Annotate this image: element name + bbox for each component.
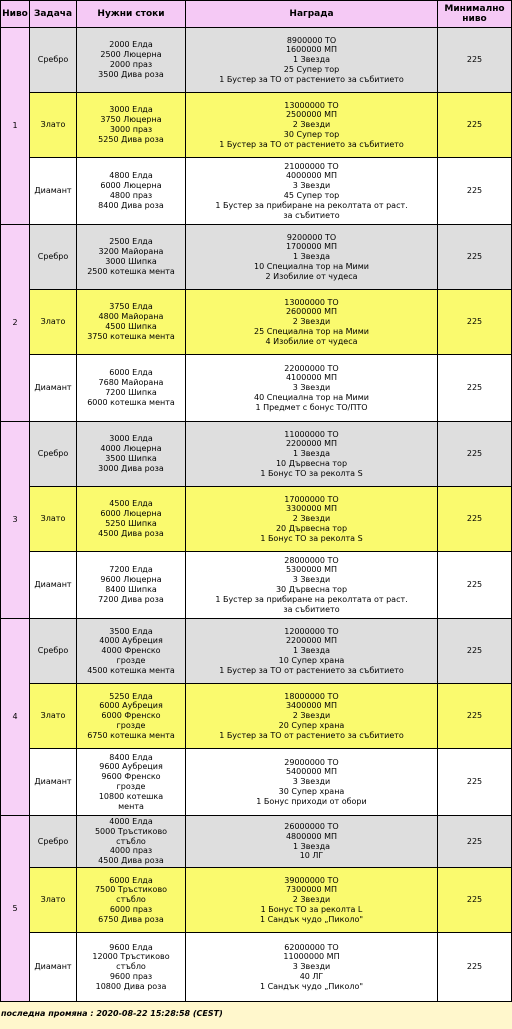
reward-cell — [186, 225, 438, 290]
min-level-cell: 225 — [438, 933, 512, 1002]
task-cell: Злато — [30, 868, 77, 933]
reward-line: 1700000 МП — [285, 242, 338, 252]
reward-cell — [186, 422, 438, 487]
reward-line: 1 Бустер за ТО от растението за събитието — [219, 139, 404, 149]
goods-line: 2000 праз — [109, 60, 153, 69]
reward-line: 45 Супер тор — [283, 191, 340, 200]
reward-line: 1 Бонус ТО за реколта S — [260, 533, 363, 543]
goods-line: 9600 Аубреция — [99, 762, 163, 772]
min-level-cell: 225 — [438, 552, 512, 619]
goods-line: 4800 Майорана — [98, 312, 164, 322]
min-level-cell: 225 — [438, 93, 512, 158]
reward-cell — [186, 816, 438, 868]
task-cell: Сребро — [30, 28, 77, 93]
goods-line: грозде — [116, 655, 146, 665]
goods-line: 7200 Елда — [109, 565, 153, 575]
min-level-cell: 225 — [438, 816, 512, 868]
goods-line: 6000 Елда — [109, 875, 153, 885]
goods-cell — [77, 552, 186, 619]
table-row — [1, 487, 512, 552]
reward-line: 1 Сандък чудо „Пиколо" — [259, 981, 364, 991]
header-reward: Награда — [186, 1, 438, 28]
min-level-cell: 225 — [438, 749, 512, 816]
table-body — [1, 28, 512, 1002]
goods-line: 5250 Шипка — [105, 519, 157, 528]
reward-line: 1 Бонус ТО за реколта L — [260, 904, 363, 914]
reward-line: 10 Супер храна — [278, 655, 345, 665]
min-level-cell: 225 — [438, 684, 512, 749]
goods-line: 3500 Дива роза — [98, 69, 164, 79]
table-row — [1, 684, 512, 749]
goods-cell — [77, 619, 186, 684]
reward-line: 1600000 МП — [285, 45, 338, 55]
reward-line: 7300000 МП — [285, 885, 338, 895]
goods-line: 3000 Дива роза — [98, 463, 164, 473]
goods-line: 4000 Елда — [109, 817, 153, 826]
reward-line: 4000000 МП — [285, 171, 338, 181]
goods-line: мента — [118, 801, 144, 811]
reward-line: 30 Супер тор — [283, 129, 340, 139]
level-cell: 2 — [1, 225, 30, 422]
min-level-cell: 225 — [438, 158, 512, 225]
reward-cell — [186, 933, 438, 1002]
reward-line: 8900000 ТО — [286, 35, 337, 45]
level-cell: 3 — [1, 422, 30, 619]
goods-line: 3750 котешка мента — [87, 331, 175, 341]
reward-line: 25 Специална тор на Мими — [254, 326, 369, 336]
table-row — [1, 933, 512, 1002]
task-cell: Злато — [30, 290, 77, 355]
min-level-cell: 225 — [438, 290, 512, 355]
goods-line: 6000 Френско — [101, 711, 161, 721]
reward-line: 3300000 МП — [285, 504, 338, 514]
goods-cell — [77, 487, 186, 552]
goods-line: 2500 котешка мента — [87, 266, 175, 276]
goods-line: 9600 праз — [109, 971, 153, 981]
goods-line: 4500 котешка мента — [87, 665, 175, 675]
goods-line: 9600 Елда — [109, 942, 153, 952]
goods-line: 3000 Шипка — [105, 257, 157, 266]
goods-line: 6750 котешка мента — [87, 730, 175, 740]
header-row — [1, 1, 512, 28]
goods-line: грозде — [116, 720, 146, 730]
reward-line: 20 Дървесна тор — [275, 523, 348, 533]
task-cell: Диамант — [30, 749, 77, 816]
reward-line: 11000000 МП — [283, 952, 340, 962]
reward-line: 30 Дървесна тор — [275, 585, 348, 594]
table-row — [1, 93, 512, 158]
task-cell: Сребро — [30, 422, 77, 487]
goods-line: 4500 Дива роза — [98, 528, 164, 538]
goods-line: 10800 котешка — [98, 791, 164, 801]
header-level: Ниво — [1, 1, 30, 28]
task-cell: Сребро — [30, 816, 77, 868]
goods-cell — [77, 355, 186, 422]
goods-line: 6750 Дива роза — [98, 914, 164, 924]
reward-line: 30 Супер храна — [278, 786, 345, 796]
goods-line: 2500 Люцерна — [100, 50, 162, 60]
task-cell: Диамант — [30, 933, 77, 1002]
table-row — [1, 290, 512, 355]
goods-line: 6000 Аубреция — [99, 701, 163, 711]
reward-line: 10 ЛГ — [299, 851, 324, 861]
header-task: Задача — [30, 1, 77, 28]
reward-line: 3 Звезди — [292, 383, 331, 393]
task-cell: Сребро — [30, 225, 77, 290]
reward-line: 20 Супер храна — [278, 720, 345, 730]
goods-line: 4500 Елда — [109, 499, 153, 509]
goods-line: 2000 Елда — [109, 40, 153, 50]
table-row — [1, 749, 512, 816]
reward-line: 1 Предмет с бонус ТО/ПТО — [255, 402, 368, 412]
goods-cell — [77, 290, 186, 355]
goods-line: 7680 Майорана — [98, 378, 164, 388]
reward-line: 1 Звезда — [292, 841, 331, 851]
level-cell: 5 — [1, 816, 30, 1002]
goods-cell — [77, 816, 186, 868]
reward-line: 29000000 ТО — [284, 757, 339, 767]
reward-line: 1 Звезда — [292, 252, 331, 262]
level-cell: 4 — [1, 619, 30, 816]
table-row — [1, 422, 512, 487]
table-row — [1, 868, 512, 933]
goods-cell — [77, 158, 186, 225]
reward-line: 1 Бонус приходи от обори — [256, 796, 367, 806]
header-min-level: Минимално ниво — [438, 1, 512, 28]
task-cell: Диамант — [30, 355, 77, 422]
task-cell: Злато — [30, 684, 77, 749]
reward-cell — [186, 355, 438, 422]
min-level-cell: 225 — [438, 868, 512, 933]
reward-line: 25 Супер тор — [283, 64, 340, 74]
goods-cell — [77, 225, 186, 290]
reward-line: 5300000 МП — [285, 565, 338, 575]
goods-line: 7200 Дива роза — [98, 594, 164, 604]
reward-line: 18000000 ТО — [284, 691, 339, 701]
reward-line: 2 Звезди — [292, 317, 331, 327]
goods-cell — [77, 684, 186, 749]
table-row — [1, 158, 512, 225]
reward-line: 2 Звезди — [292, 895, 331, 905]
task-cell: Злато — [30, 487, 77, 552]
reward-line: 26000000 ТО — [284, 821, 339, 831]
reward-cell — [186, 749, 438, 816]
reward-line: 17000000 ТО — [284, 494, 339, 504]
goods-line: 6000 котешка мента — [87, 397, 175, 407]
goods-line: 4000 праз — [109, 846, 153, 856]
reward-line: 5400000 МП — [285, 767, 338, 777]
goods-line: грозде — [116, 782, 146, 791]
goods-line: 6000 Люцерна — [100, 509, 162, 519]
reward-line: 28000000 ТО — [284, 555, 339, 565]
goods-line: 7200 Шипка — [105, 388, 157, 397]
reward-line: 13000000 ТО — [284, 100, 339, 110]
last-modified: последна промяна : 2020-08-22 15:28:58 (CEST) — [1, 1009, 223, 1018]
table-row — [1, 225, 512, 290]
reward-cell — [186, 158, 438, 225]
min-level-cell: 225 — [438, 225, 512, 290]
goods-line: стъбло — [116, 962, 146, 972]
reward-line: 2 Звезди — [292, 711, 331, 721]
goods-line: 7500 Тръстиково — [94, 885, 168, 895]
reward-line: 40 Специална тор на Мими — [254, 392, 369, 402]
reward-line: 2600000 МП — [285, 307, 338, 317]
goods-cell — [77, 422, 186, 487]
min-level-cell: 225 — [438, 619, 512, 684]
reward-line: 1 Бустер за ТО от растението за събитието — [219, 730, 404, 740]
table-row — [1, 355, 512, 422]
reward-line: за събитието — [283, 210, 340, 220]
reward-line: 3 Звезди — [292, 181, 331, 191]
reward-line: 40 ЛГ — [299, 971, 324, 981]
table-row — [1, 619, 512, 684]
goods-line: 3750 Люцерна — [100, 115, 162, 125]
reward-line: 1 Бонус ТО за реколта S — [260, 468, 363, 478]
goods-cell — [77, 93, 186, 158]
goods-line: 4000 Аубреция — [99, 636, 163, 646]
table-row — [1, 28, 512, 93]
task-cell: Сребро — [30, 619, 77, 684]
goods-line: 10800 Дива роза — [95, 981, 167, 991]
goods-line: 3500 Шипка — [105, 454, 157, 463]
goods-line: стъбло — [116, 895, 146, 905]
reward-line: 1 Сандък чудо „Пиколо" — [259, 914, 364, 924]
reward-line: 39000000 ТО — [284, 875, 339, 885]
reward-line: 10 Специална тор на Мими — [254, 261, 369, 271]
goods-cell — [77, 28, 186, 93]
table-row — [1, 816, 512, 868]
level-cell: 1 — [1, 28, 30, 225]
reward-line: 1 Бустер за прибиране на реколтата от раст. — [215, 594, 408, 604]
goods-line: 2500 Елда — [109, 237, 153, 247]
reward-line: 3400000 МП — [285, 701, 338, 711]
reward-cell — [186, 28, 438, 93]
goods-line: 4000 Френско — [101, 646, 161, 656]
min-level-cell: 225 — [438, 355, 512, 422]
reward-cell — [186, 619, 438, 684]
reward-line: 2500000 МП — [285, 110, 338, 120]
min-level-cell: 225 — [438, 487, 512, 552]
goods-line: стъбло — [116, 836, 146, 846]
reward-line: 11000000 ТО — [284, 429, 339, 439]
reward-line: 21000000 ТО — [284, 161, 339, 171]
reward-cell — [186, 93, 438, 158]
goods-line: 5250 Елда — [109, 691, 153, 701]
reward-line: 4800000 МП — [285, 831, 338, 841]
goods-line: 8400 Дива роза — [98, 200, 164, 210]
goods-line: 4800 праз — [109, 191, 153, 200]
goods-cell — [77, 749, 186, 816]
goods-line: 3750 Елда — [109, 302, 153, 312]
reward-line: 2200000 МП — [285, 439, 338, 449]
reward-line: 62000000 ТО — [284, 942, 339, 952]
goods-line: 3000 Елда — [109, 434, 153, 444]
reward-line: 3 Звезди — [292, 575, 331, 585]
reward-line: 10 Дървесна тор — [275, 458, 348, 468]
goods-line: 6000 праз — [109, 904, 153, 914]
task-cell: Злато — [30, 93, 77, 158]
goods-line: 4000 Люцерна — [100, 444, 162, 454]
min-level-cell: 225 — [438, 422, 512, 487]
goods-line: 12000 Тръстиково — [92, 952, 170, 962]
goods-line: 6000 Елда — [109, 368, 153, 378]
reward-cell — [186, 487, 438, 552]
goods-line: 8400 Елда — [109, 752, 153, 762]
goods-line: 6000 Люцерна — [100, 181, 162, 191]
reward-line: 1 Звезда — [292, 55, 331, 65]
table-row — [1, 552, 512, 619]
reward-line: 1 Бустер за прибиране на реколтата от раст. — [215, 200, 408, 210]
goods-line: 3200 Майорана — [98, 247, 164, 257]
reward-line: 2200000 МП — [285, 636, 338, 646]
reward-cell — [186, 290, 438, 355]
goods-line: 4800 Елда — [109, 171, 153, 181]
reward-line: 22000000 ТО — [284, 363, 339, 373]
goods-line: 8400 Шипка — [105, 585, 157, 594]
reward-line: 1 Бустер за ТО от растението за събитието — [219, 665, 404, 675]
reward-line: 1 Звезда — [292, 449, 331, 459]
min-level-cell: 225 — [438, 28, 512, 93]
task-cell: Диамант — [30, 158, 77, 225]
reward-cell — [186, 868, 438, 933]
goods-line: 3500 Елда — [109, 626, 153, 636]
goods-cell — [77, 868, 186, 933]
reward-line: за събитието — [283, 604, 340, 614]
reward-line: 3 Звезди — [292, 962, 331, 972]
goods-line: 5000 Тръстиково — [94, 826, 168, 836]
reward-line: 13000000 ТО — [284, 297, 339, 307]
goods-line: 3000 Елда — [109, 105, 153, 115]
goods-line: 5250 Дива роза — [98, 134, 164, 144]
reward-line: 4100000 МП — [285, 373, 338, 383]
reward-cell — [186, 552, 438, 619]
reward-line: 2 Звезди — [292, 120, 331, 130]
task-cell: Диамант — [30, 552, 77, 619]
reward-line: 2 Изобилие от чудеса — [265, 271, 358, 281]
goods-line: 4500 Дива роза — [98, 856, 164, 866]
goods-line: 4500 Шипка — [105, 322, 157, 331]
reward-line: 12000000 ТО — [284, 626, 339, 636]
reward-line: 1 Бустер за ТО от растението за събитието — [219, 74, 404, 84]
reward-line: 9200000 ТО — [286, 232, 337, 242]
goods-cell — [77, 933, 186, 1002]
reward-cell — [186, 684, 438, 749]
goods-line: 9600 Люцерна — [100, 575, 162, 585]
reward-line: 1 Звезда — [292, 646, 331, 656]
goods-line: 9600 Френско — [101, 772, 161, 782]
goods-line: 3000 праз — [109, 125, 153, 134]
reward-line: 2 Звезди — [292, 514, 331, 524]
reward-line: 3 Звезди — [292, 777, 331, 787]
header-needed-goods: Нужни стоки — [77, 1, 186, 28]
reward-line: 4 Изобилие от чудеса — [265, 336, 358, 346]
